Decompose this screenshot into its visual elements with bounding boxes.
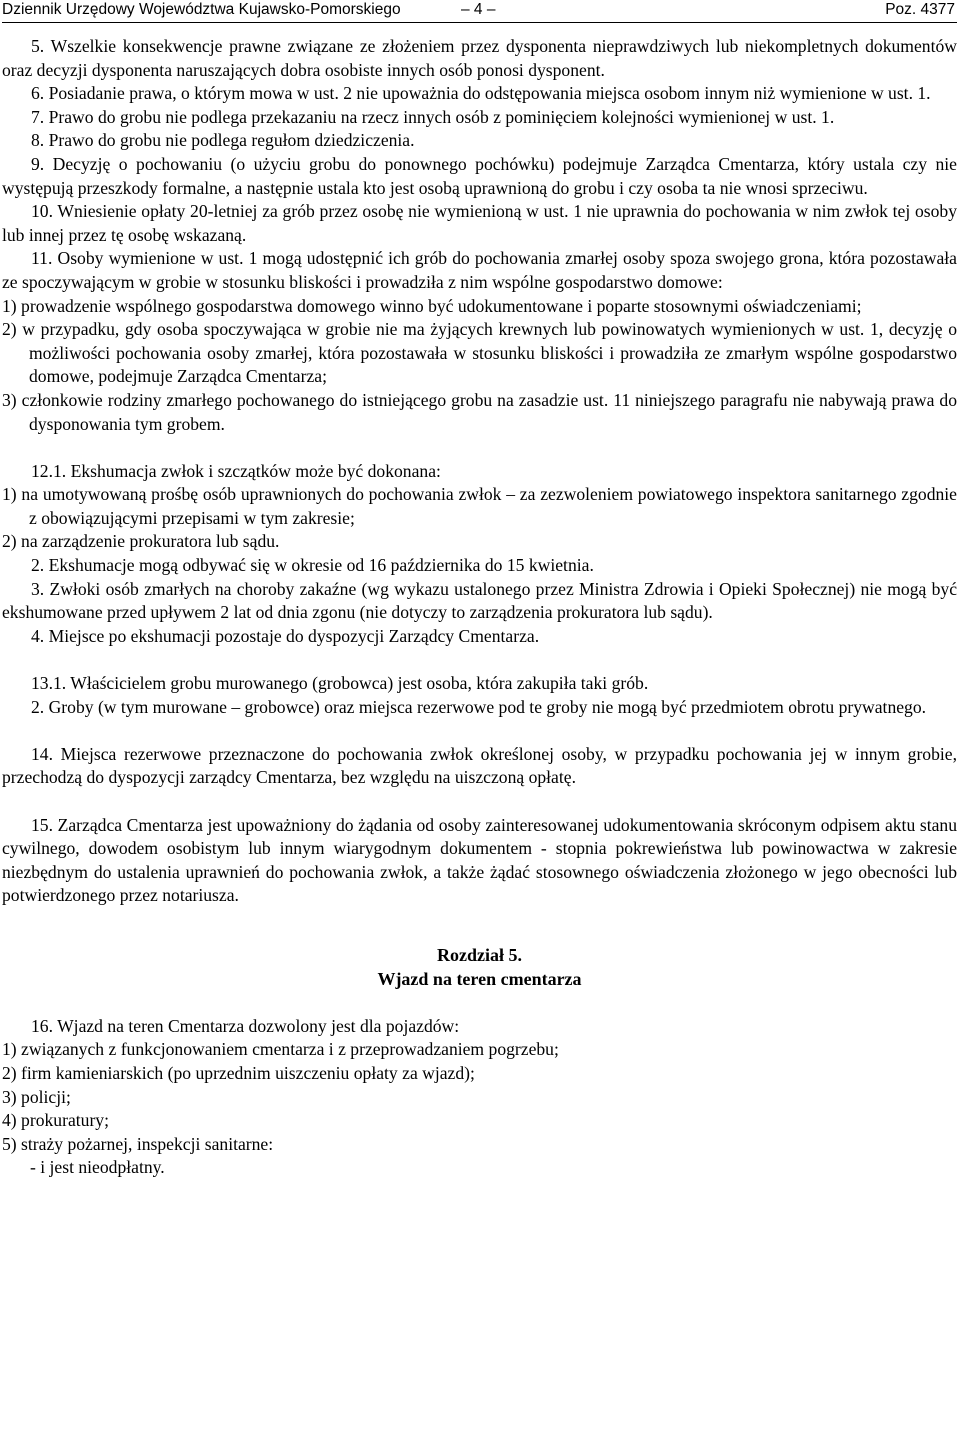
dash-item: - i jest nieodpłatny. bbox=[30, 1157, 165, 1178]
paragraph-12-intro: 12.1. Ekshumacja zwłok i szczątków może być dokonana: bbox=[31, 460, 441, 481]
list-item: 3) policji; bbox=[2, 1086, 71, 1107]
list-item: 1) na umotywowaną prośbę osób uprawnionych do pochowania zwłok – za zezwoleniem powiatowego inspektora sanitarnego zgodnie z obowiązującymi przepisami w tym zakresie; bbox=[2, 484, 957, 528]
paragraph-16-intro: 16. Wjazd na teren Cmentarza dozwolony jest dla pojazdów: bbox=[31, 1015, 460, 1036]
list-item: 2) w przypadku, gdy osoba spoczywająca w grobie nie ma żyjących krewnych lub powinowatych wymienionych w ust. 1, decyzję o możliwości pochowania osoby zmarłej, która pozostawała w stosunku bliskości i prowadziła ze zmarłym wspólne gospodarstwo domowe, podejmuje Zarządca Cmentarza; bbox=[2, 319, 957, 387]
paragraph-8: 8. Prawo do grobu nie podlega regułom dziedziczenia. bbox=[31, 130, 415, 151]
paragraph-6: 6. Posiadanie prawa, o którym mowa w ust. 2 nie upoważnia do odstępowania miejsca osobom innym niż wymienione w ust. 1. bbox=[31, 83, 931, 104]
list-item: 3) członkowie rodziny zmarłego pochowanego do istniejącego grobu na zasadzie ust. 11 niniejszego paragrafu nie nabywają prawa do dysponowania tym grobem. bbox=[2, 389, 957, 434]
chapter-number: Rozdział 5. bbox=[437, 944, 522, 965]
list-item: 1) prowadzenie wspólnego gospodarstwa domowego winno być udokumentowane i poparte stosownymi oświadczeniami; bbox=[2, 295, 862, 316]
paragraph-13-1: 13.1. Właścicielem grobu murowanego (grobowca) jest osoba, która zakupiła taki grób. bbox=[31, 673, 649, 694]
paragraph-11: 11. Osoby wymienione w ust. 1 mogą udostępnić ich grób do pochowania zmarłej osoby spoza swojego grona, która pozostawała ze spoczywającym w grobie w stosunku bliskości i prowadziła z nim wspólne gospodarstwo domowe: bbox=[2, 248, 957, 292]
list-item: 5) straży pożarnej, inspekcji sanitarne: bbox=[2, 1133, 274, 1154]
list-item: 1) związanych z funkcjonowaniem cmentarza i z przeprowadzaniem pogrzebu; bbox=[2, 1039, 559, 1060]
header-page-number: – 4 – bbox=[461, 1, 496, 18]
paragraph-10: 10. Wniesienie opłaty 20-letniej za grób przez osobę nie wymienioną w ust. 1 nie uprawnia do pochowania w nim zwłok tej osoby lub innej przez tę osobę wskazaną. bbox=[2, 201, 957, 245]
document-body bbox=[2, 35, 957, 1180]
paragraph-12-2: 2. Ekshumacje mogą odbywać się w okresie od 16 października do 15 kwietnia. bbox=[31, 555, 594, 576]
paragraph-7: 7. Prawo do grobu nie podlega przekazaniu na rzecz innych osób z pominięciem kolejności wymienionej w ust. 1. bbox=[31, 106, 835, 127]
paragraph-12-3: 3. Zwłoki osób zmarłych na choroby zakaźne (wg wykazu ustalonego przez Ministra Zdrowia i Opieki Społecznej) nie mogą być ekshumowane przed upływem 2 lat od dnia zgonu (nie dotyczy to zarządzenia prokuratora lub sądu). bbox=[2, 578, 957, 623]
list-item: 2) firm kamieniarskich (po uprzednim uiszczeniu opłaty za wjazd); bbox=[2, 1062, 475, 1083]
paragraph-14: 14. Miejsca rezerwowe przeznaczone do pochowania zwłok określonej osoby, w przypadku pochowania jej w innym grobie, przechodzą do dyspozycji zarządcy Cmentarza, bez względu na uiszczoną opłatę. bbox=[2, 743, 957, 788]
paragraph-15: 15. Zarządca Cmentarza jest upoważniony do żądania od osoby zainteresowanej udokumentowania skróconym odpisem aktu stanu cywilnego, dowodem osobistym lub innym wiarygodnym dokumentem - stopnia pokrewieństwa lub powinowactwa w zakresie niezbędnym do ustalenia uprawnień do pochowania zwłok, a także żądać stosownego oświadczenia złożonego w jego obecności lub potwierdzonego przez notariusza. bbox=[2, 814, 957, 906]
list-item: 2) na zarządzenie prokuratora lub sądu. bbox=[2, 531, 280, 552]
header-position: Poz. 4377 bbox=[885, 1, 955, 18]
header-publication: Dziennik Urzędowy Województwa Kujawsko-Pomorskiego bbox=[2, 1, 401, 18]
paragraph-5: 5. Wszelkie konsekwencje prawne związane ze złożeniem przez dysponenta nieprawdziwych lub niekompletnych dokumentów oraz decyzji dysponenta naruszających dobra osobiste innych osób ponosi dysponent. bbox=[2, 36, 957, 80]
paragraph-9: 9. Decyzję o pochowaniu (o użyciu grobu do ponownego pochówku) podejmuje Zarządca Cmentarza, który ustala czy nie występują przeszkody formalne, a następnie ustala kto jest osobą uprawnioną do grobu i czy osoba ta nie wnosi sprzeciwu. bbox=[2, 153, 957, 198]
list-item: 4) prokuratury; bbox=[2, 1110, 109, 1131]
paragraph-12-4: 4. Miejsce po ekshumacji pozostaje do dyspozycji Zarządcy Cmentarza. bbox=[31, 625, 540, 646]
paragraph-13-2: 2. Groby (w tym murowane – grobowce) oraz miejsca rezerwowe pod te groby nie mogą być przedmiotem obrotu prywatnego. bbox=[31, 696, 927, 717]
page-header bbox=[2, 0, 957, 23]
chapter-title: Wjazd na teren cmentarza bbox=[377, 968, 582, 989]
